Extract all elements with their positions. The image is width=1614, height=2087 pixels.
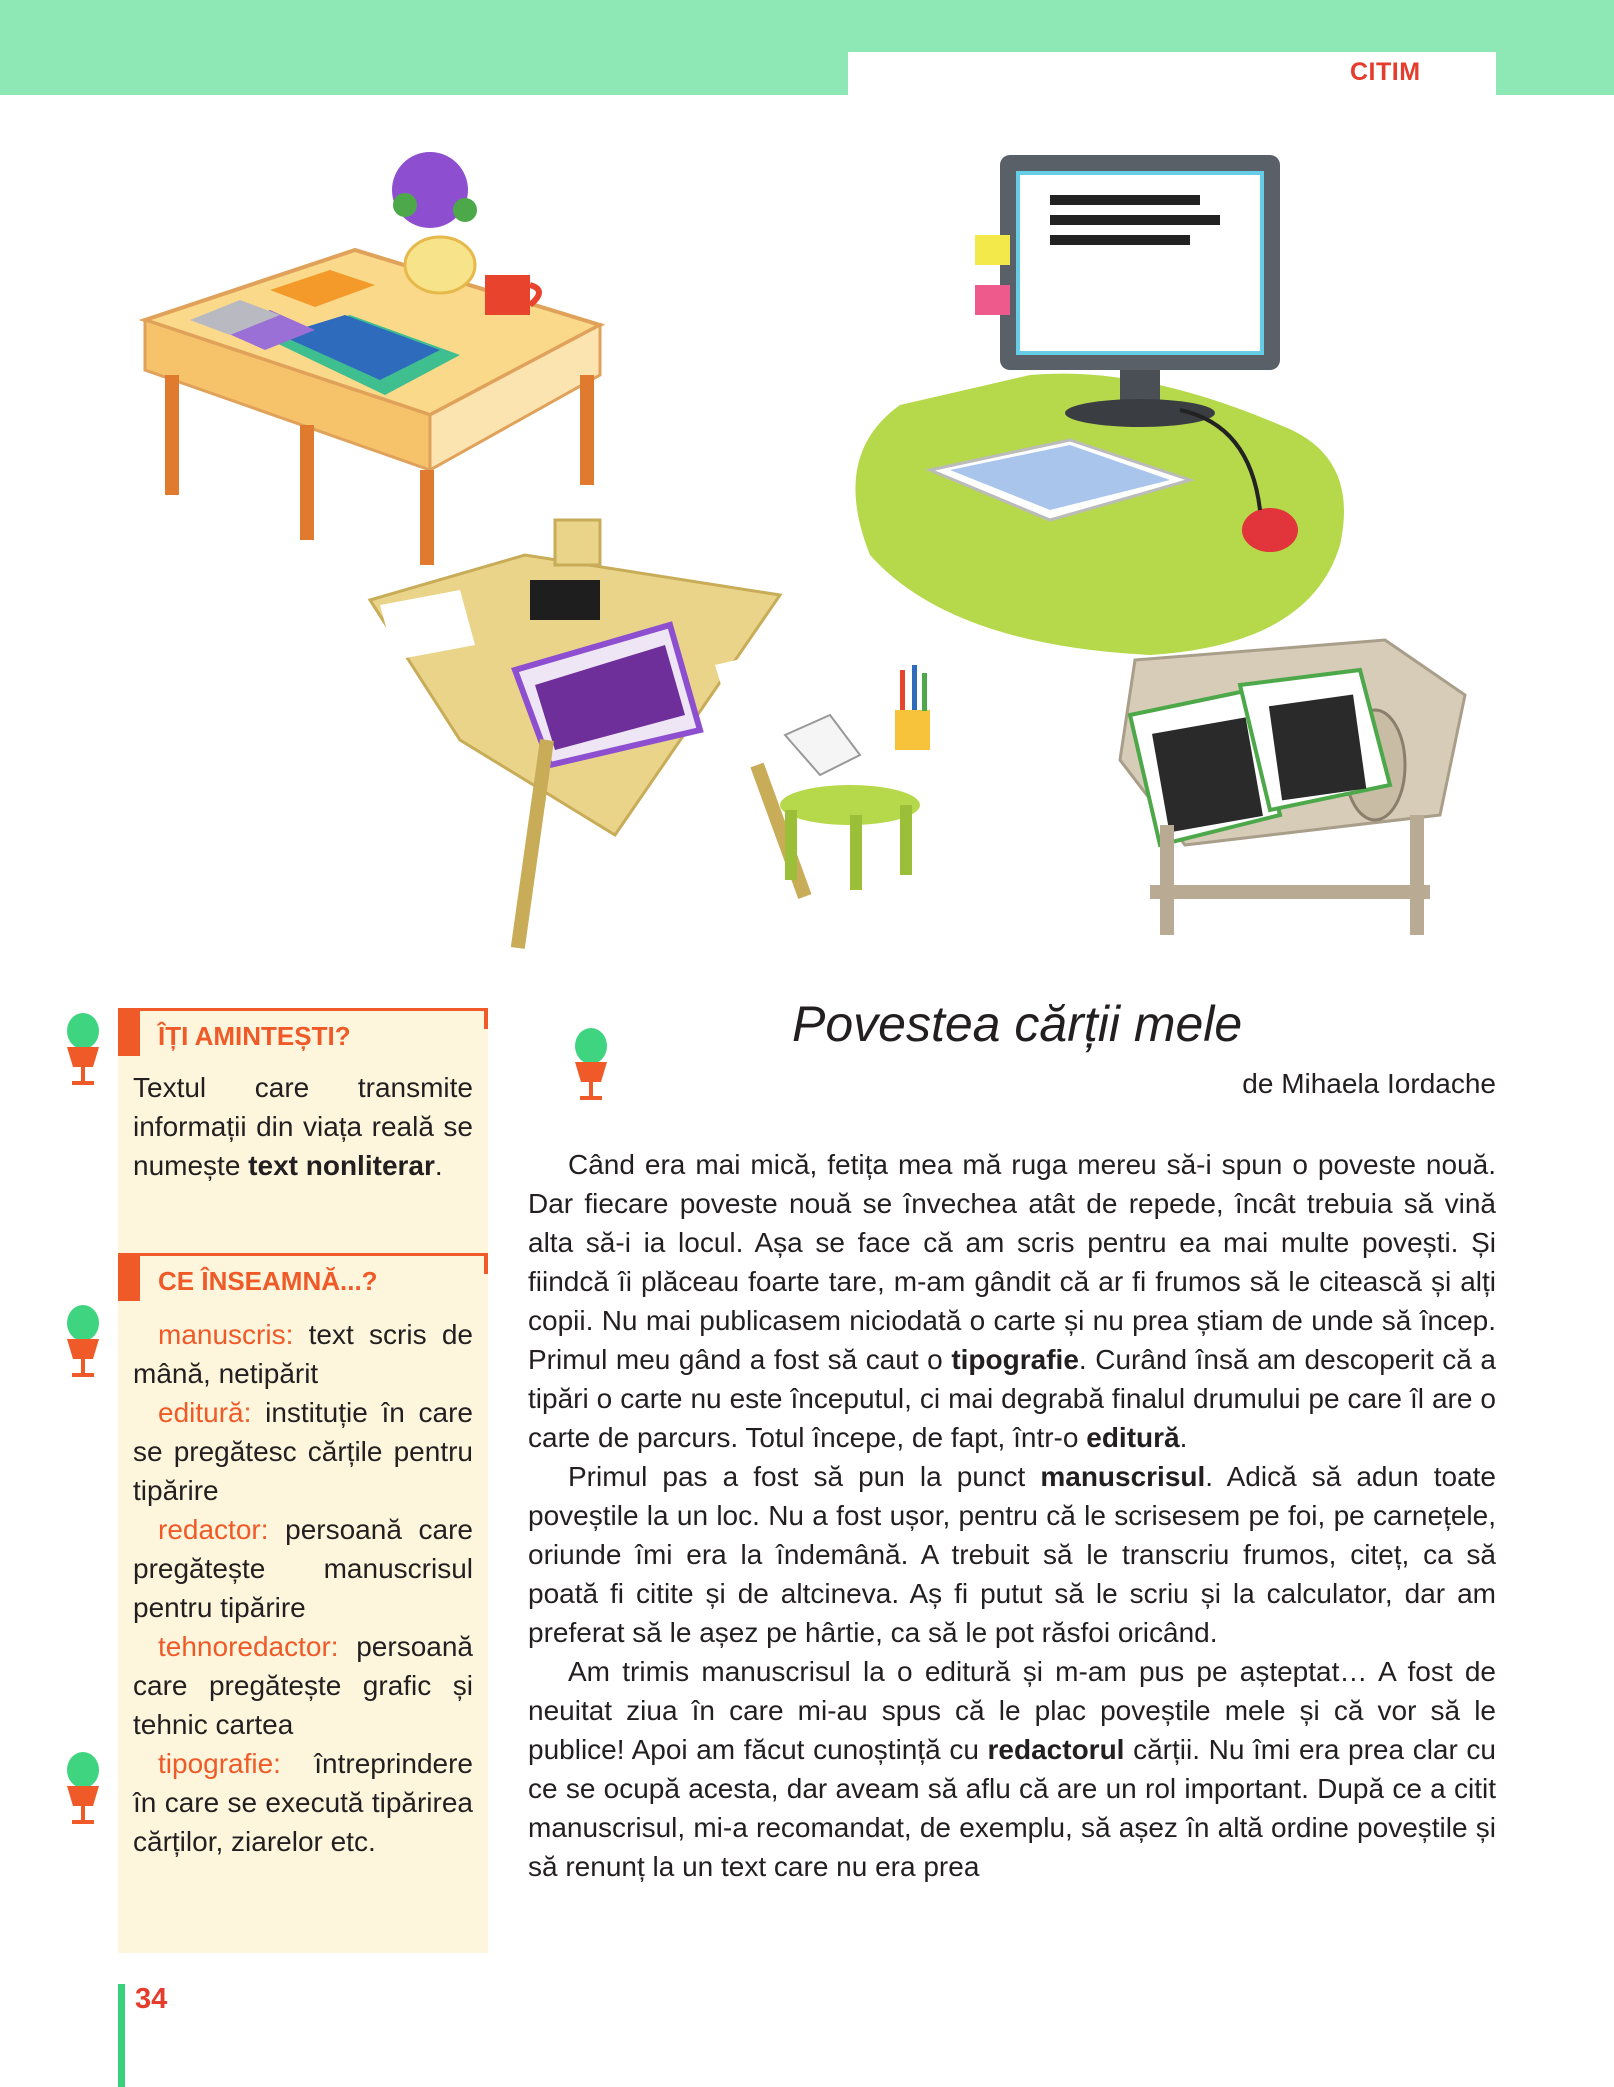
recall-box-header — [118, 1008, 488, 1056]
book-making-illustration — [130, 125, 1490, 960]
paragraph: Primul pas a fost să pun la punct manuscrisul. Adică să adun toate poveștile la un loc. Nu a fost ușor, pentru că le scrisesem pe foi, pe carnețele, oriunde îmi era la îndemână. A trebuit să le transcriu frumos, citeț, ca să poată fi citite și de altcineva. Aș fi putut să le scriu și la calculator, dar am preferat să le așez pe hârtie, ca să le pot răsfoi oricând. — [528, 1461, 1496, 1648]
glossary-box-title: CE ÎNSEAMNĂ...? — [158, 1266, 378, 1296]
microphone-icon[interactable] — [62, 1752, 104, 1832]
microphone-icon[interactable] — [62, 1305, 104, 1385]
recall-box-title: ÎȚI AMINTEȘTI? — [158, 1021, 351, 1051]
glossary-item: tipografie: întreprindere în care se execută tipărirea cărților, ziarelor etc. — [133, 1748, 473, 1857]
glossary-box-header — [118, 1253, 488, 1301]
story-title: Povestea cărții mele — [792, 996, 1243, 1052]
glossary-item: tehnoredactor: persoană care pregătește grafic și tehnic cartea — [133, 1631, 473, 1740]
page-number: 34 — [135, 1983, 168, 2015]
section-label: CITIM — [1350, 58, 1421, 86]
story-body — [528, 1145, 1496, 1886]
desk-with-books-illustration — [145, 152, 600, 565]
paragraph: Am trimis manuscrisul la o editură și m-am pus pe așteptat… A fost de neuitat ziua în care mi-au spus că le plac poveștile mele și că vor să le publice! Apoi am făcut cunoștință cu redactorul cărții. Nu îmi era prea clar cu ce se ocupă acesta, dar aveam să aflu că are un rol important. După ce a citit manuscrisul, mi-a recomandat, de exemplu, să așez în altă ordine poveștile și să renunț la un text care nu era prea — [528, 1656, 1497, 1882]
story-author: de Mihaela Iordache — [1242, 1068, 1496, 1099]
glossary-item: manuscris: text scris de mână, netipărit — [133, 1319, 473, 1389]
glossary-list — [133, 1315, 473, 1861]
microphone-icon[interactable] — [62, 1013, 104, 1093]
printing-press-illustration — [1120, 640, 1465, 935]
recall-text: Textul care transmite informații din viața reală se numește text nonliterar. — [133, 1072, 473, 1181]
computer-desk-illustration — [855, 155, 1344, 655]
glossary-item: editură: instituție în care se pregătesc cărțile pentru tipărire — [133, 1397, 473, 1506]
paragraph: Când era mai mică, fetița mea mă ruga mereu să-i spun o poveste nouă. Dar fiecare poveste nouă se învechea atât de repede, încât trebuia să vină alta să-i ia locul. Așa se face că am scris pentru ea mai multe povești. Și fiindcă îi plăceau foarte tare, m-am gândit că ar fi frumos să le citească și alți copii. Nu mai publicasem niciodată o carte și nu prea știam de unde să încep. Primul meu gând a fost să caut o tipografie. Curând însă am descoperit că a tipări o carte nu este începutul, ci mai degrabă finalul drumului pe care îl are o carte de parcurs. Totul începe, de fapt, într-o editură. — [528, 1149, 1496, 1453]
microphone-icon[interactable] — [570, 1028, 612, 1108]
drawing-easel-illustration — [370, 520, 930, 949]
glossary-item: redactor: persoană care pregătește manuscrisul pentru tipărire — [133, 1514, 473, 1623]
page-number-bar — [118, 1984, 125, 2087]
